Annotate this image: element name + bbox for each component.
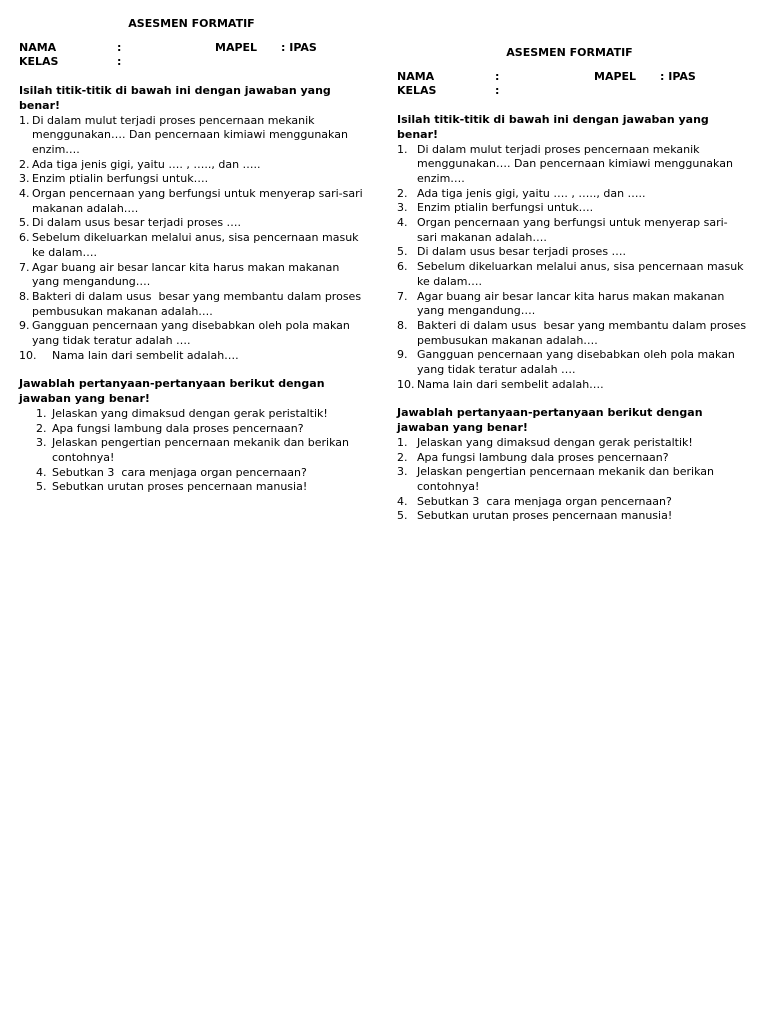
section2-heading: Jawablah pertanyaan-pertanyaan berikut dengan jawaban yang benar! [397, 406, 703, 435]
fill-in-list [397, 142, 750, 393]
mapel-value: : IPAS [660, 69, 696, 83]
kelas-row [397, 84, 747, 99]
list-item: 3. Enzim ptialin berfungsi untuk…. [19, 172, 209, 186]
list-item: 3. Jelaskan pengertian pencernaan mekanik dan berikan contohnya! [397, 465, 718, 493]
section1-heading: Isilah titik-titik di bawah ini dengan jawaban yang benar! [19, 84, 331, 112]
list-item: 10. Nama lain dari sembelit adalah…. [19, 348, 239, 362]
section1-heading: Isilah titik-titik di bawah ini dengan jawaban yang benar! [397, 113, 709, 141]
worksheet-title: ASESMEN FORMATIF [506, 46, 633, 59]
list-item: 4. Sebutkan 3 cara menjaga organ pencernaan? [36, 465, 307, 479]
mapel-label: MAPEL [215, 40, 258, 54]
list-item: 5. Sebutkan urutan proses pencernaan manusia! [397, 509, 673, 523]
list-item: 8. Bakteri di dalam usus besar yang membantu dalam proses pembusukan makanan adalah…. [19, 289, 365, 318]
list-item: 2. Apa fungsi lambung dala proses pencernaan? [36, 421, 304, 435]
list-item: 5. Sebutkan urutan proses pencernaan manusia! [36, 480, 308, 494]
list-item: 2. Ada tiga jenis gigi, yaitu …. , ….., dan ….. [397, 186, 646, 200]
kelas-colon: : [495, 84, 500, 98]
kelas-label: KELAS [19, 55, 59, 69]
list-item: 10. Nama lain dari sembelit adalah…. [397, 377, 604, 391]
mapel-label: MAPEL [594, 69, 637, 83]
fill-in-list [19, 113, 367, 364]
nama-colon: : [117, 40, 122, 54]
nama-colon: : [495, 69, 500, 83]
list-item: 9. Gangguan pencernaan yang disebabkan oleh pola makan yang tidak teratur adalah …. [397, 348, 739, 377]
list-item: 1. Jelaskan yang dimaksud dengan gerak peristaltik! [36, 406, 328, 420]
list-item: 9. Gangguan pencernaan yang disebabkan oleh pola makan yang tidak teratur adalah …. [19, 319, 354, 348]
nama-row [19, 41, 364, 56]
list-item: 1. Di dalam mulut terjadi proses pencernaan mekanik menggunakan…. Dan pencernaan kimiawi menggunakan enzim…. [397, 142, 737, 185]
list-item: 6. Sebelum dikeluarkan melalui anus, sisa pencernaan masuk ke dalam…. [397, 260, 748, 288]
kelas-label: KELAS [397, 84, 437, 98]
essay-list [397, 436, 747, 524]
list-item: 1. Jelaskan yang dimaksud dengan gerak peristaltik! [397, 435, 693, 449]
list-item: 6. Sebelum dikeluarkan melalui anus, sisa pencernaan masuk ke dalam…. [19, 231, 363, 259]
kelas-row [19, 55, 364, 70]
list-item: 1. Di dalam mulut terjadi proses pencernaan mekanik menggunakan…. Dan pencernaan kimiawi menggunakan enzim…. [19, 113, 352, 156]
mapel-value: : IPAS [281, 40, 317, 54]
section2-heading: Jawablah pertanyaan-pertanyaan berikut dengan jawaban yang benar! [19, 377, 325, 406]
list-item: 2. Apa fungsi lambung dala proses pencernaan? [397, 450, 669, 464]
essay-list [19, 407, 364, 495]
list-item: 4. Sebutkan 3 cara menjaga organ pencernaan? [397, 494, 672, 508]
nama-label: NAMA [19, 40, 57, 54]
worksheet-title: ASESMEN FORMATIF [128, 17, 255, 30]
list-item: 3. Jelaskan pengertian pencernaan mekanik dan berikan contohnya! [36, 436, 353, 464]
list-item: 7. Agar buang air besar lancar kita harus makan makanan yang mengandung…. [397, 289, 728, 318]
list-item: 3. Enzim ptialin berfungsi untuk…. [397, 201, 594, 215]
list-item: 7. Agar buang air besar lancar kita harus makan makanan yang mengandung…. [19, 260, 343, 289]
worksheet-right [397, 46, 750, 524]
nama-label: NAMA [397, 69, 435, 83]
list-item: 5. Di dalam usus besar terjadi proses …. [19, 216, 242, 230]
list-item: 4. Organ pencernaan yang berfungsi untuk menyerap sari-sari makanan adalah…. [19, 187, 367, 215]
kelas-colon: : [117, 55, 122, 69]
list-item: 2. Ada tiga jenis gigi, yaitu …. , ….., dan ….. [19, 157, 261, 171]
nama-row [397, 70, 747, 85]
list-item: 5. Di dalam usus besar terjadi proses …. [397, 245, 627, 259]
worksheet-left [19, 17, 367, 495]
list-item: 8. Bakteri di dalam usus besar yang membantu dalam proses pembusukan makanan adalah…. [397, 318, 750, 347]
list-item: 4. Organ pencernaan yang berfungsi untuk menyerap sari-sari makanan adalah…. [397, 216, 728, 244]
